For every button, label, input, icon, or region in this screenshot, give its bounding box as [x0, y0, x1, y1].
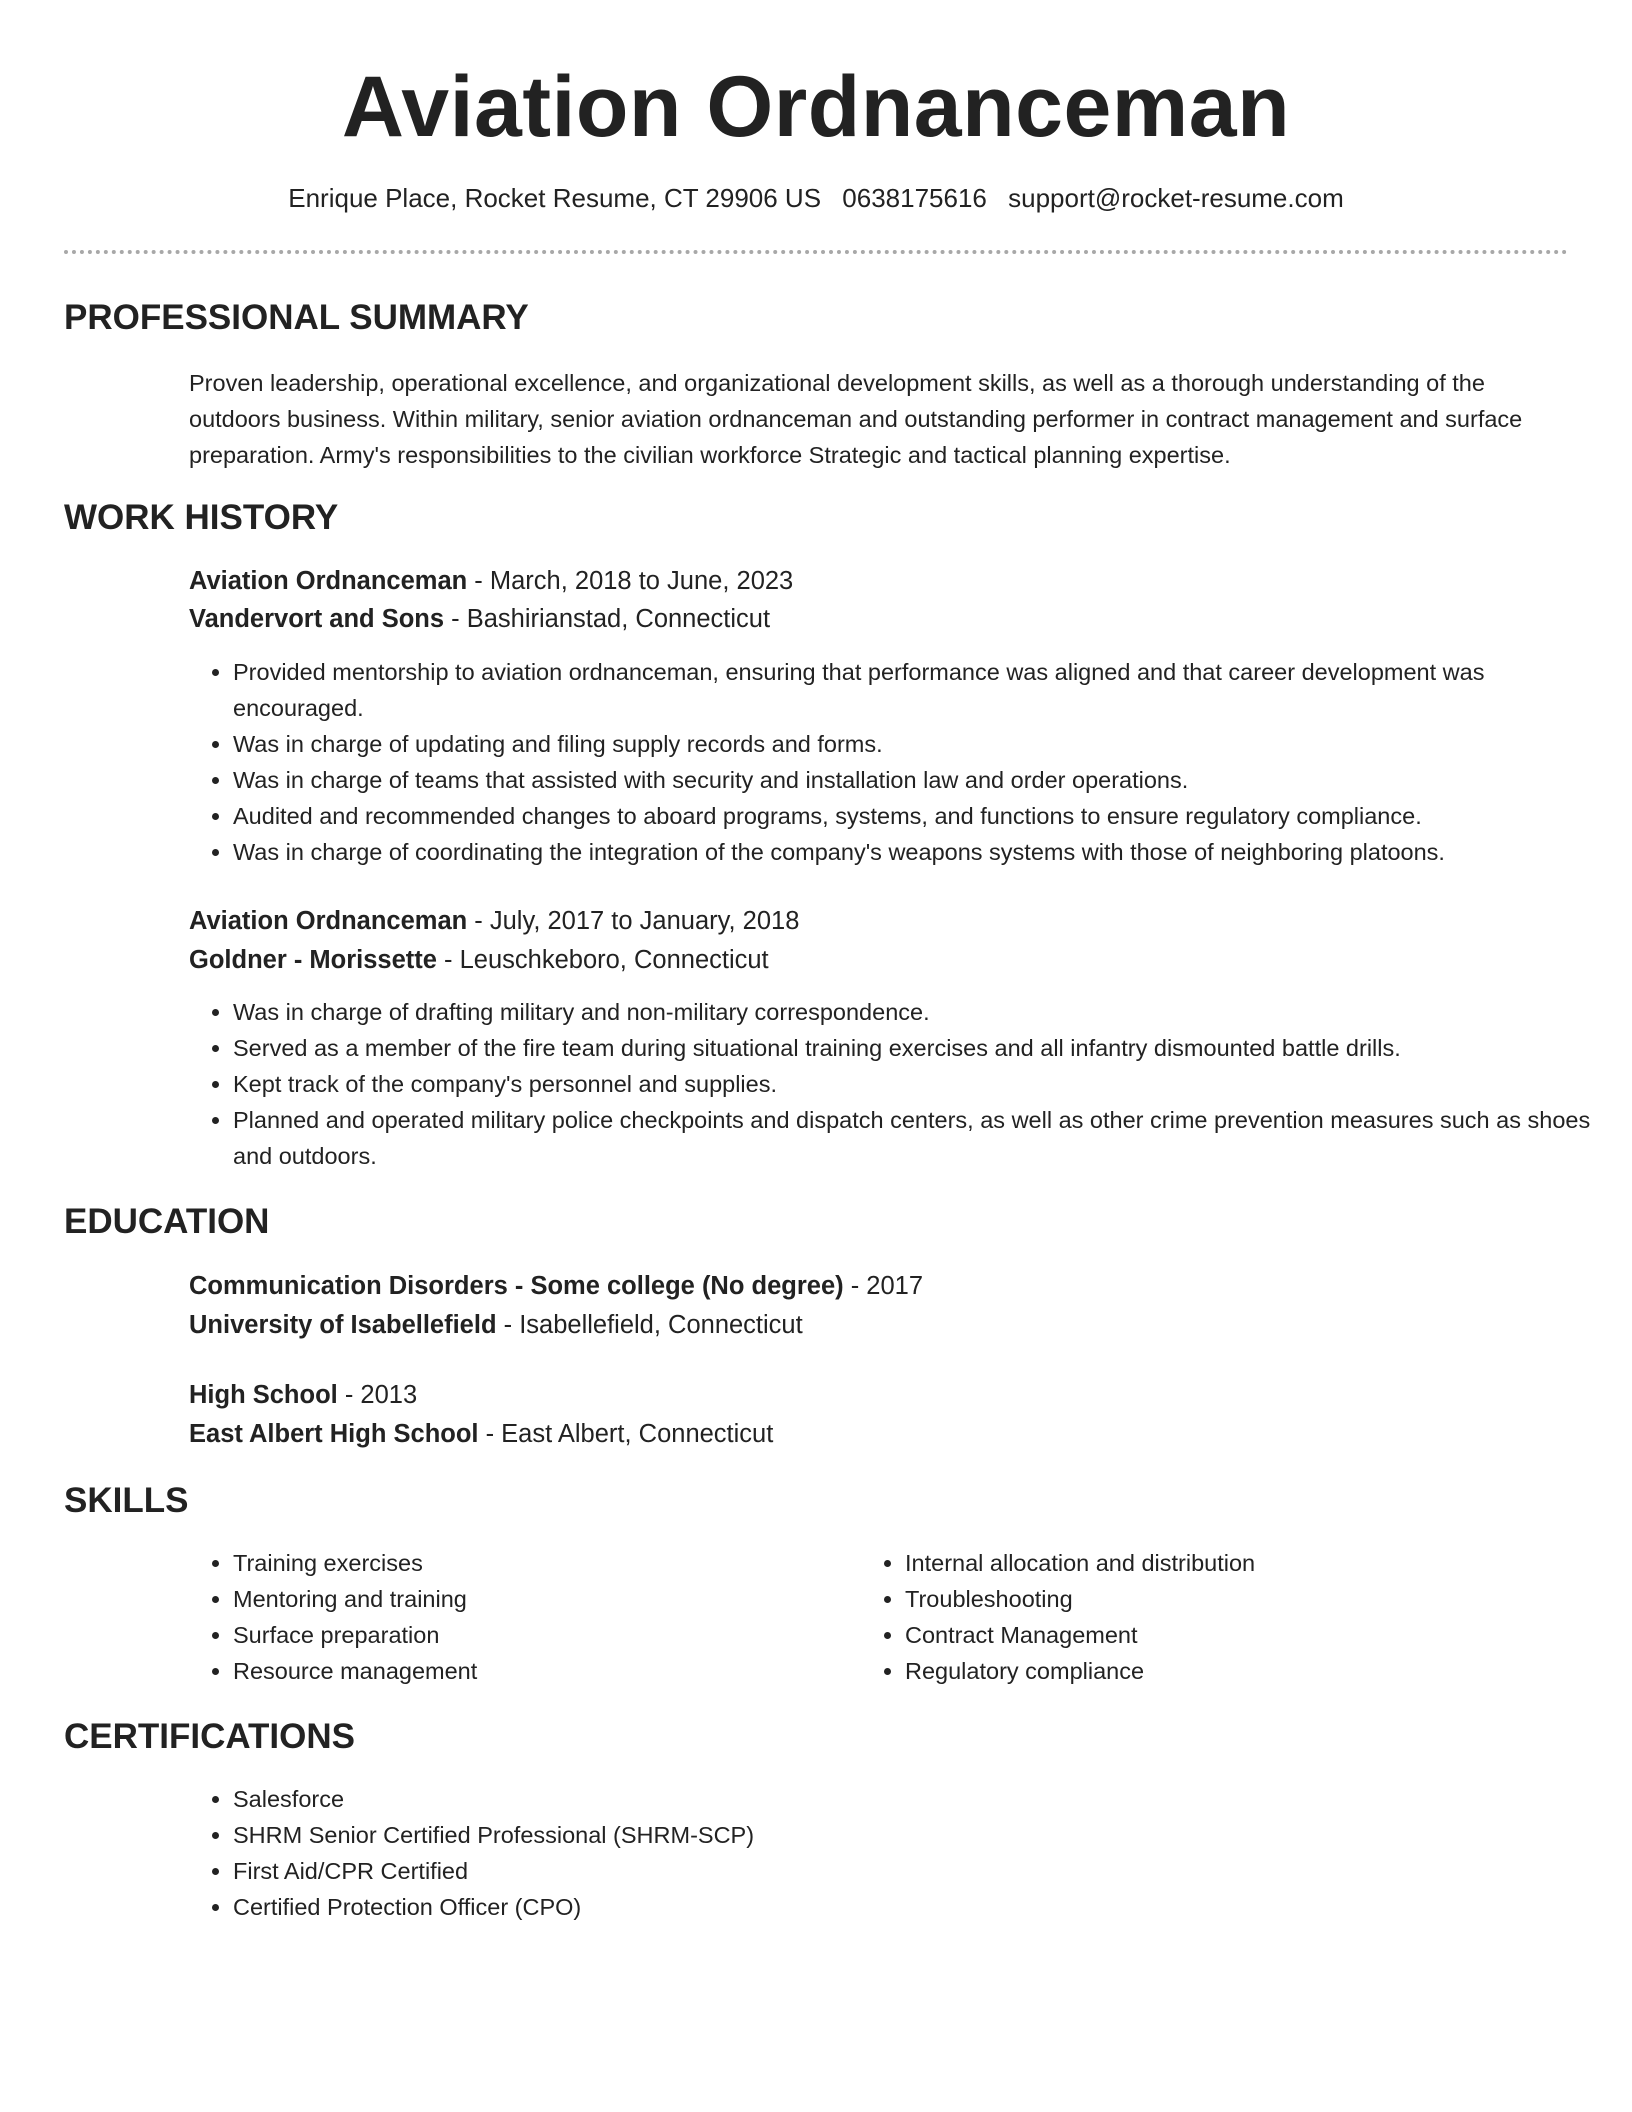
education-school-line	[189, 1416, 773, 1452]
job-company-line	[189, 601, 770, 637]
education-school-line	[189, 1307, 803, 1343]
summary-text: Proven leadership, operational excellence, and organizational development skills, as well as a thorough understanding of the outdoors business. Within military, senior aviation ordnanceman and outstanding performer in contract management and surface preparation. Army's responsibilities to the civilian workforce Strategic and tactical planning expertise.	[189, 370, 1523, 468]
education-heading: EDUCATION	[64, 1202, 270, 1241]
job-bullet: • Was in charge of updating and filing supply records and forms.	[233, 726, 1613, 762]
job-bullets	[189, 654, 1613, 870]
education-degree: Communication Disorders - Some college (No degree)	[189, 1272, 844, 1300]
job-title: Aviation Ordnanceman	[189, 907, 468, 935]
job-location: - Bashirianstad, Connecticut	[444, 605, 771, 633]
job-company: Vandervort and Sons	[189, 605, 445, 633]
certifications-list	[189, 1781, 1613, 1925]
job-bullet: • Provided mentorship to aviation ordnanceman, ensuring that performance was aligned and that career development was encouraged.	[233, 654, 1613, 726]
job-company-line	[189, 942, 769, 978]
job-dates: - July, 2017 to January, 2018	[467, 907, 800, 935]
job-bullet: • Was in charge of drafting military and non-military correspondence.	[233, 994, 1613, 1030]
education-degree-line	[189, 1377, 417, 1413]
job-company: Goldner - Morissette	[189, 946, 437, 974]
certification-item: • Salesforce	[233, 1781, 1613, 1817]
education-school: East Albert High School	[189, 1420, 479, 1448]
skills-heading: SKILLS	[64, 1481, 189, 1520]
job-title: Aviation Ordnanceman	[189, 567, 468, 595]
header-divider	[64, 250, 1568, 254]
certifications-heading: CERTIFICATIONS	[64, 1717, 356, 1756]
skill-item: • Troubleshooting	[905, 1581, 1505, 1617]
skill-item: • Training exercises	[233, 1545, 833, 1581]
job-bullet: • Kept track of the company's personnel and supplies.	[233, 1066, 1613, 1102]
job-bullets	[189, 994, 1613, 1174]
education-school: University of Isabellefield	[189, 1311, 497, 1339]
contact-phone: 0638175616	[842, 183, 987, 213]
job-bullet: • Audited and recommended changes to aboard programs, systems, and functions to ensure regulatory compliance.	[233, 798, 1613, 834]
job-title-line	[189, 563, 793, 599]
skill-item: • Internal allocation and distribution	[905, 1545, 1505, 1581]
job-bullet: • Served as a member of the fire team during situational training exercises and all infantry dismounted battle drills.	[233, 1030, 1613, 1066]
job-bullet: • Planned and operated military police checkpoints and dispatch centers, as well as other crime prevention measures such as shoes and outdoors.	[233, 1102, 1613, 1174]
certification-item: • Certified Protection Officer (CPO)	[233, 1889, 1613, 1925]
contact-line	[0, 180, 1632, 216]
education-degree-line	[189, 1268, 923, 1304]
education-location: - Isabellefield, Connecticut	[496, 1311, 803, 1339]
skill-item: • Contract Management	[905, 1617, 1505, 1653]
education-year: - 2017	[843, 1272, 924, 1300]
skills-list-left	[189, 1545, 833, 1689]
education-degree: High School	[189, 1381, 338, 1409]
skill-item: • Regulatory compliance	[905, 1653, 1505, 1689]
certification-item: • First Aid/CPR Certified	[233, 1853, 1613, 1889]
certification-item: • SHRM Senior Certified Professional (SHRM-SCP)	[233, 1817, 1613, 1853]
skill-item: • Mentoring and training	[233, 1581, 833, 1617]
job-title-line	[189, 903, 799, 939]
education-location: - East Albert, Connecticut	[478, 1420, 774, 1448]
education-year: - 2013	[337, 1381, 418, 1409]
candidate-name: Aviation Ordnanceman	[341, 59, 1291, 155]
skill-item: • Resource management	[233, 1653, 833, 1689]
skills-list-right	[861, 1545, 1505, 1689]
job-bullet: • Was in charge of coordinating the integration of the company's weapons systems with those of neighboring platoons.	[233, 834, 1613, 870]
skill-item: • Surface preparation	[233, 1617, 833, 1653]
summary-heading: PROFESSIONAL SUMMARY	[64, 298, 529, 337]
work-history-heading: WORK HISTORY	[64, 498, 339, 537]
job-dates: - March, 2018 to June, 2023	[467, 567, 794, 595]
job-location: - Leuschkeboro, Connecticut	[436, 946, 769, 974]
contact-address: Enrique Place, Rocket Resume, CT 29906 US	[288, 183, 822, 213]
job-bullet: • Was in charge of teams that assisted with security and installation law and order operations.	[233, 762, 1613, 798]
contact-email[interactable]: support@rocket-resume.com	[1008, 183, 1344, 213]
